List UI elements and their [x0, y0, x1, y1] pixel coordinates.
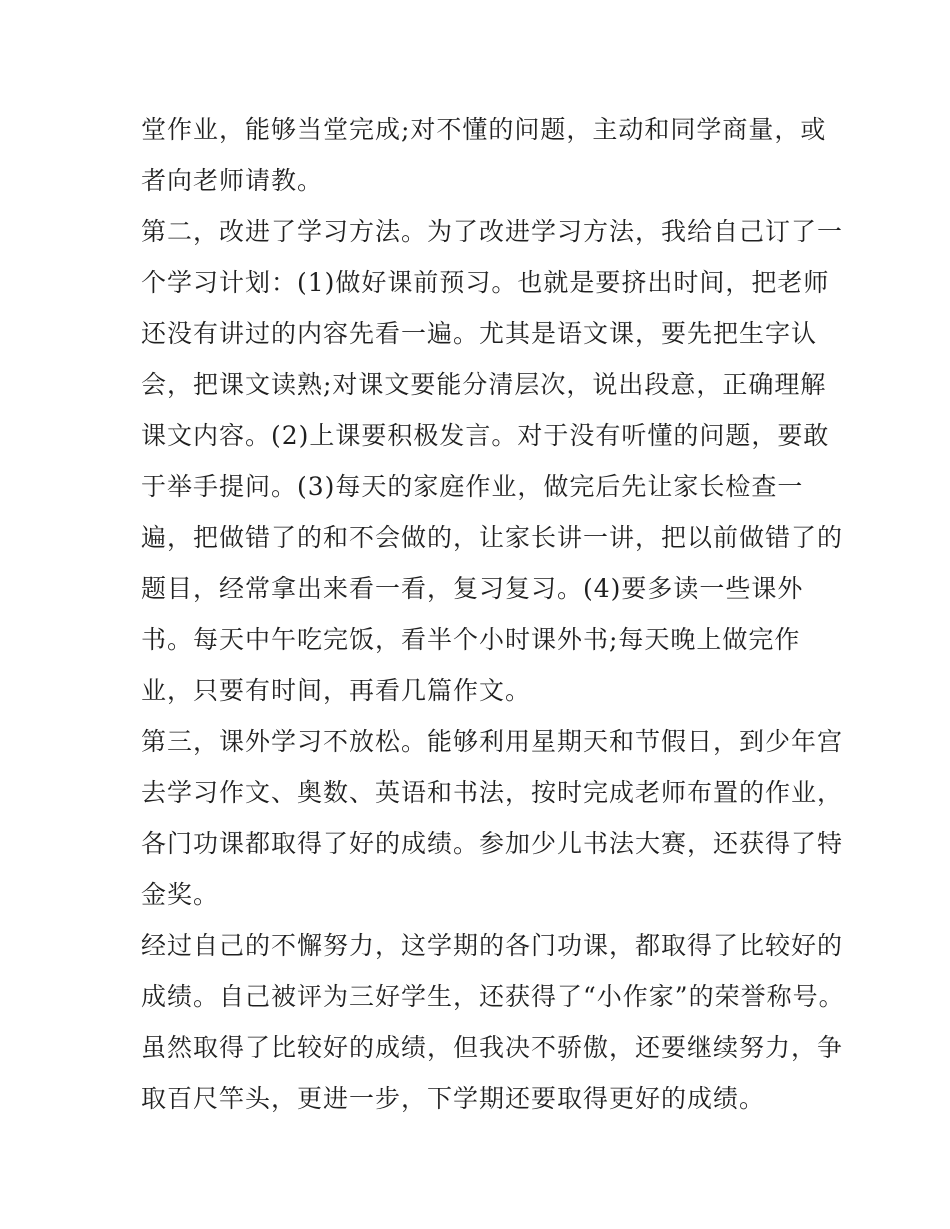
text-line: 业，只要有时间，再看几篇作文。 — [141, 676, 532, 705]
text-line: 金奖。 — [141, 880, 220, 909]
text-line: 虽然取得了比较好的成绩，但我决不骄傲，还要继续努力，争 — [141, 1033, 844, 1062]
text-line: 会，把课文读熟;对课文要能分清层次，说出段意，正确理解 — [141, 370, 827, 399]
text-line: 书。每天中午吃完饭，看半个小时课外书;每天晚上做完作 — [141, 625, 801, 654]
text-line: 于举手提问。(3)每天的家庭作业，做完后先让家长检查一 — [141, 472, 804, 501]
text-line: 课文内容。(2)上课要积极发言。对于没有听懂的问题，要敢 — [141, 421, 830, 450]
text-line: 去学习作文、奥数、英语和书法，按时完成老师布置的作业， — [141, 778, 844, 807]
text-line: 堂作业，能够当堂完成;对不懂的问题，主动和同学商量，或 — [141, 115, 827, 144]
text-line: 经过自己的不懈努力，这学期的各门功课，都取得了比较好的 — [141, 931, 844, 960]
text-line: 遍，把做错了的和不会做的，让家长讲一讲，把以前做错了的 — [141, 523, 844, 552]
text-line: 成绩。自己被评为三好学生，还获得了“小作家”的荣誉称号。 — [141, 982, 845, 1011]
text-line: 各门功课都取得了好的成绩。参加少儿书法大赛，还获得了特 — [141, 829, 844, 858]
text-line: 还没有讲过的内容先看一遍。尤其是语文课，要先把生字认 — [141, 319, 818, 348]
text-line: 个学习计划：(1)做好课前预习。也就是要挤出时间，把老师 — [141, 268, 830, 297]
text-line: 第二，改进了学习方法。为了改进学习方法，我给自己订了一 — [141, 217, 844, 246]
text-line: 取百尺竿头，更进一步，下学期还要取得更好的成绩。 — [141, 1084, 766, 1113]
text-line: 第三，课外学习不放松。能够利用星期天和节假日，到少年宫 — [141, 727, 844, 756]
text-line: 者向老师请教。 — [141, 166, 324, 195]
text-line: 题目，经常拿出来看一看，复习复习。(4)要多读一些课外 — [141, 574, 804, 603]
